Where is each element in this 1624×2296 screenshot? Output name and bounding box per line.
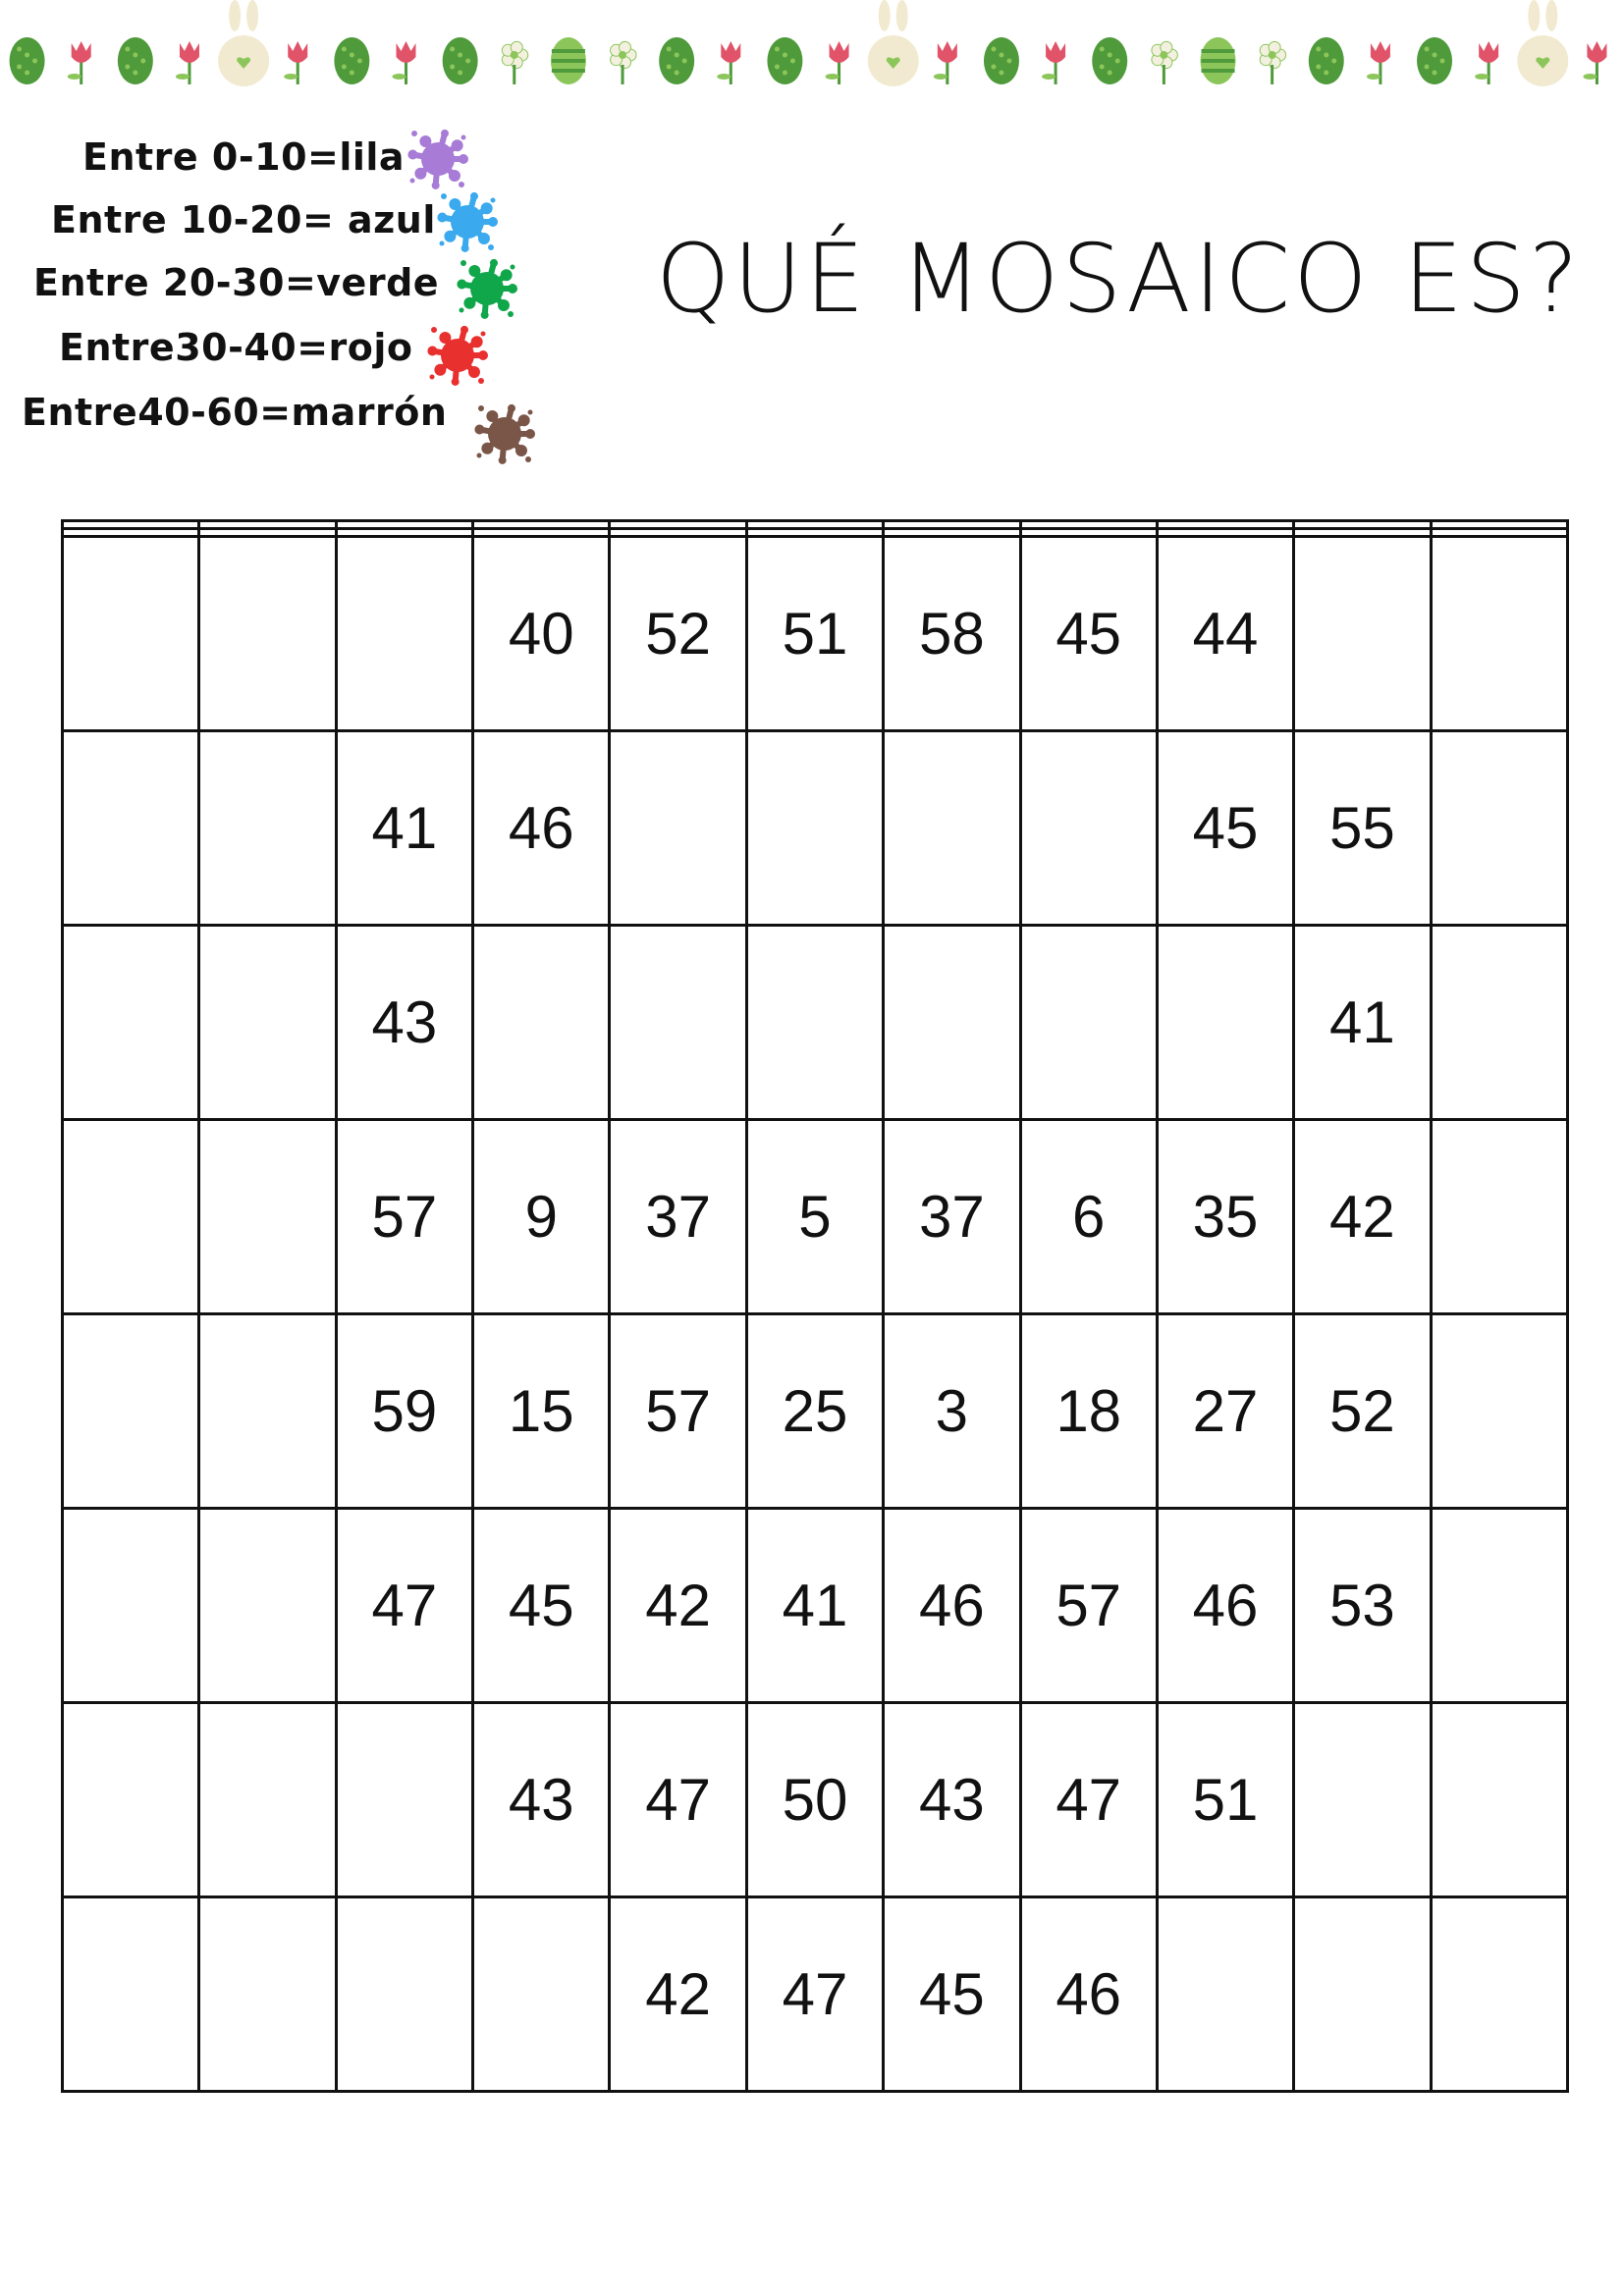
grid-cell [1157,926,1293,1120]
grid-cell [63,1703,199,1897]
grid-cell [336,1897,472,2092]
green-egg-icon [767,37,802,84]
grid-row [63,1897,1568,2092]
grid-cell [1431,521,1567,529]
grid-cell [746,521,883,529]
grid-cell [610,529,746,537]
grid-cell [199,521,336,529]
grid-cell: 53 [1294,1509,1431,1703]
grid-cell [1431,1120,1567,1314]
grid-cell: 5 [746,1120,883,1314]
green-egg-icon [984,37,1019,84]
flower-icon [502,41,527,84]
grid-cell [336,537,472,731]
grid-cell: 41 [746,1509,883,1703]
green-paint-splat-icon [452,253,522,324]
grid-cell [199,529,336,537]
green-egg-icon [659,37,694,84]
grid-cell [63,1314,199,1509]
grid-cell: 47 [610,1703,746,1897]
grid-cell [199,1509,336,1703]
grid-cell [1157,521,1293,529]
green-egg-icon [118,37,153,84]
grid-cell [63,521,199,529]
tulip-icon [1367,41,1390,84]
grid-cell: 35 [1157,1120,1293,1314]
grid-cell [1431,1314,1567,1509]
grid-cell: 51 [1157,1703,1293,1897]
grid-cell [610,521,746,529]
tulip-icon [1475,41,1498,84]
grid-cell [473,529,610,537]
grid-cell: 6 [1020,1120,1157,1314]
flower-icon [611,41,636,84]
grid-cell: 42 [610,1509,746,1703]
grid-cell: 50 [746,1703,883,1897]
grid-row [63,521,1568,529]
grid-cell [63,529,199,537]
grid-cell: 55 [1294,731,1431,926]
grid-cell [63,1120,199,1314]
grid-cell [473,521,610,529]
grid-cell [336,529,472,537]
grid-cell [1294,1897,1431,2092]
legend-item-lila: Entre 0-10=lila [82,135,406,179]
grid-cell: 9 [473,1120,610,1314]
grid-cell: 59 [336,1314,472,1509]
easter-border-decoration [0,0,1624,98]
grid-cell [746,731,883,926]
grid-cell [610,731,746,926]
grid-cell: 46 [1020,1897,1157,2092]
grid-row [63,926,1568,1120]
grid-cell [336,1703,472,1897]
grid-cell [199,926,336,1120]
grid-cell [199,1703,336,1897]
grid-cell [746,529,883,537]
grid-cell [199,1314,336,1509]
grid-cell [1431,731,1567,926]
grid-cell [1020,521,1157,529]
grid-row [63,529,1568,537]
grid-cell [1020,926,1157,1120]
legend-item-verde: Entre 20-30=verde [33,261,440,304]
grid-cell: 43 [884,1703,1020,1897]
grid-cell: 51 [746,537,883,731]
tulip-icon [68,41,91,84]
striped-egg-icon [1201,37,1236,84]
tulip-icon [717,41,740,84]
grid-cell: 25 [746,1314,883,1509]
mosaic-table [61,519,1569,2093]
bunny-icon [868,0,919,86]
grid-cell: 52 [610,537,746,731]
red-paint-splat-icon [422,320,493,391]
grid-cell [1431,926,1567,1120]
brown-paint-splat-icon [469,399,540,469]
grid-cell: 47 [1020,1703,1157,1897]
grid-cell: 18 [1020,1314,1157,1509]
grid-cell: 45 [1020,537,1157,731]
grid-cell: 43 [336,926,472,1120]
tulip-icon [934,41,957,84]
grid-row [63,1120,1568,1314]
tulip-icon [1583,41,1606,84]
grid-row [63,1509,1568,1703]
grid-cell: 45 [1157,731,1293,926]
grid-cell [199,1897,336,2092]
green-egg-icon [1417,37,1452,84]
grid-cell [63,1509,199,1703]
grid-cell [63,731,199,926]
grid-cell [1157,529,1293,537]
flower-icon [1152,41,1177,84]
grid-cell [1431,1897,1567,2092]
grid-cell [1431,1703,1567,1897]
grid-cell [1157,1897,1293,2092]
grid-cell: 57 [1020,1509,1157,1703]
page-title: QUÉ MOSAICO ES? [656,224,1582,334]
bunny-icon [218,0,269,86]
grid-cell [884,521,1020,529]
legend-item-rojo: Entre30-40=rojo [59,326,413,369]
grid-cell [199,731,336,926]
grid-cell: 37 [884,1120,1020,1314]
green-egg-icon [1309,37,1344,84]
grid-cell: 45 [473,1509,610,1703]
grid-cell: 15 [473,1314,610,1509]
grid-row [63,1703,1568,1897]
grid-cell: 57 [610,1314,746,1509]
green-egg-icon [443,37,478,84]
grid-cell: 47 [746,1897,883,2092]
grid-cell: 37 [610,1120,746,1314]
grid-cell [1294,1703,1431,1897]
grid-cell [1294,537,1431,731]
grid-cell: 27 [1157,1314,1293,1509]
tulip-icon [284,41,307,84]
tulip-icon [1042,41,1065,84]
grid-cell [63,1897,199,2092]
grid-cell [199,1120,336,1314]
grid-cell: 41 [1294,926,1431,1120]
legend-item-azul: Entre 10-20= azul [51,198,436,241]
grid-cell: 3 [884,1314,1020,1509]
green-egg-icon [10,37,45,84]
grid-cell [884,731,1020,926]
grid-cell: 58 [884,537,1020,731]
green-egg-icon [1092,37,1127,84]
mosaic-grid [61,519,1569,2093]
grid-cell [610,926,746,1120]
grid-cell [473,1897,610,2092]
grid-cell [746,926,883,1120]
bunny-icon [1517,0,1568,86]
grid-cell [1020,529,1157,537]
grid-cell [1431,529,1567,537]
grid-cell: 57 [336,1120,472,1314]
flower-icon [1260,41,1285,84]
grid-cell [1020,731,1157,926]
grid-cell [199,537,336,731]
grid-cell: 47 [336,1509,472,1703]
grid-row [63,731,1568,926]
grid-row [63,1314,1568,1509]
grid-cell [473,926,610,1120]
tulip-icon [393,41,416,84]
grid-cell: 42 [1294,1120,1431,1314]
grid-cell: 46 [1157,1509,1293,1703]
legend-item-marron: Entre40-60=marrón [22,391,448,434]
blue-paint-splat-icon [432,187,503,257]
grid-cell: 45 [884,1897,1020,2092]
grid-row [63,537,1568,731]
striped-egg-icon [551,37,586,84]
grid-cell: 44 [1157,537,1293,731]
green-egg-icon [334,37,369,84]
grid-cell [63,926,199,1120]
grid-cell [884,529,1020,537]
grid-cell: 40 [473,537,610,731]
grid-cell [336,521,472,529]
grid-cell [1294,521,1431,529]
grid-cell: 46 [884,1509,1020,1703]
grid-cell [884,926,1020,1120]
grid-cell [1431,537,1567,731]
color-legend [0,128,550,481]
grid-cell [1294,529,1431,537]
grid-cell: 43 [473,1703,610,1897]
grid-cell [1431,1509,1567,1703]
grid-cell: 42 [610,1897,746,2092]
grid-cell: 52 [1294,1314,1431,1509]
tulip-icon [826,41,849,84]
grid-cell [63,537,199,731]
purple-paint-splat-icon [403,124,473,194]
tulip-icon [176,41,199,84]
grid-cell: 41 [336,731,472,926]
grid-cell: 46 [473,731,610,926]
